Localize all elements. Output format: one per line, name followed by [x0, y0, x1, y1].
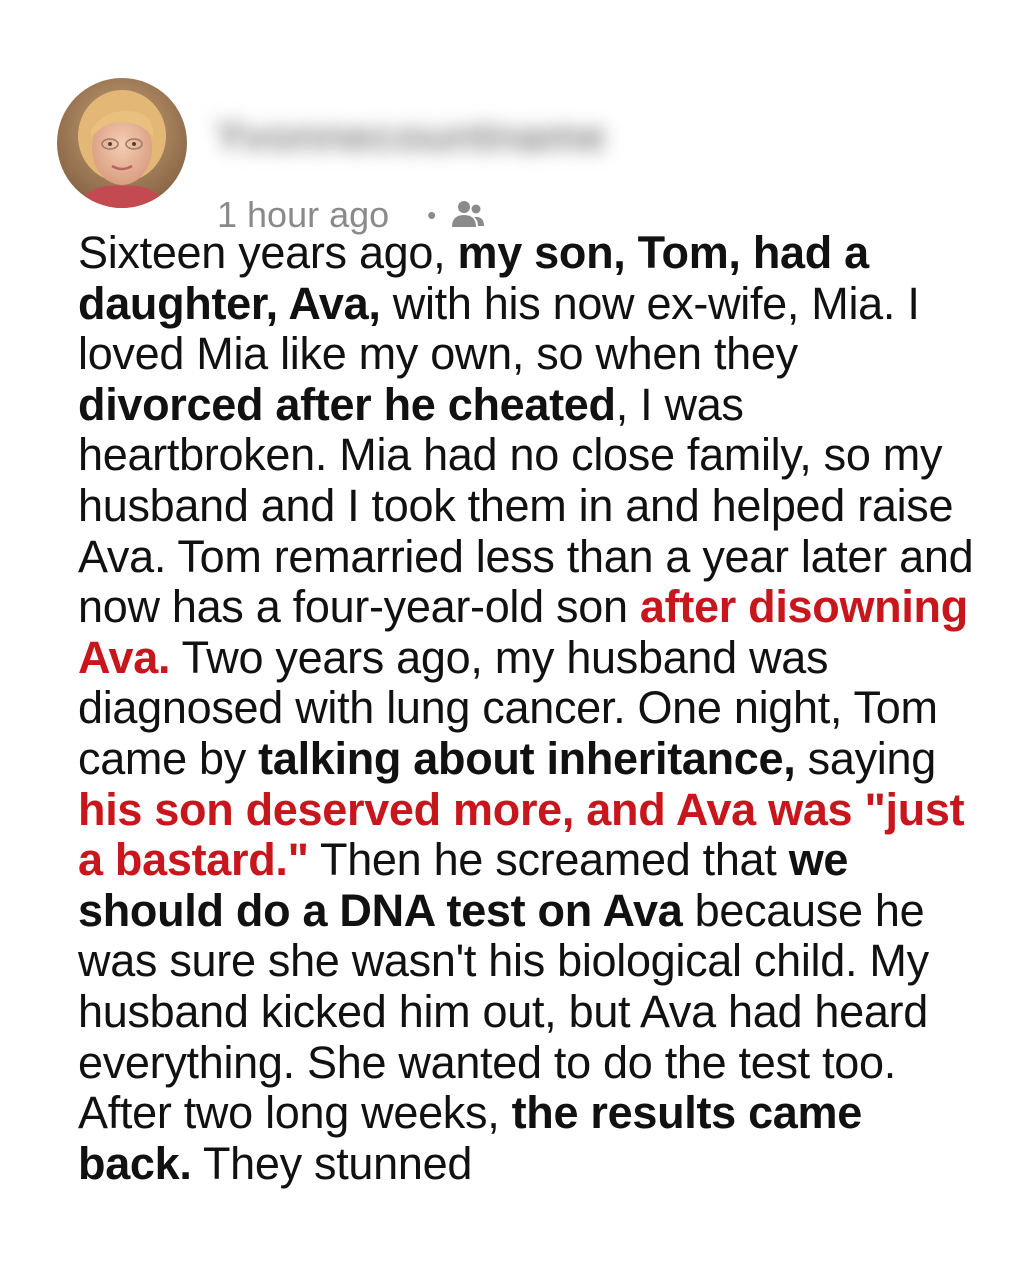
- story-text: They stunned: [191, 1137, 473, 1189]
- post-body: [78, 228, 978, 1189]
- story-text: with his now ex-wife, Mia. I loved Mia like my own, so when they: [78, 277, 920, 380]
- story-bold: the results came back.: [78, 1087, 862, 1189]
- story-text: , I was heartbroken. Mia had no close family, so my husband and I took them in and helped raise Ava. Tom remarried less than a year later and now has a four-year-old son: [78, 378, 974, 633]
- story-text: Two years ago, my husband was diagnosed with lung cancer. One night, Tom came by: [78, 631, 938, 784]
- story-bold: divorced after he cheated: [78, 378, 616, 430]
- timestamp[interactable]: 1 hour ago: [217, 194, 390, 235]
- story-highlight: after disowning Ava.: [78, 581, 968, 683]
- profile-photo: [57, 78, 187, 208]
- story-bold: talking about inheritance,: [258, 732, 796, 784]
- story-text: Sixteen years ago,: [78, 227, 458, 278]
- story-text: Then he screamed that: [308, 834, 789, 886]
- separator: •: [427, 199, 437, 230]
- story-bold: we should do a DNA test on Ava: [78, 834, 849, 936]
- story-text: saying: [795, 732, 936, 784]
- avatar[interactable]: [57, 78, 187, 208]
- story-bold: my son, Tom, had a daughter, Ava,: [78, 227, 869, 329]
- author-name[interactable]: Yvonnecountname: [215, 112, 607, 161]
- story-text: because he was sure she wasn't his biological child. My husband kicked him out, but Ava had heard everything. She wanted to do the test too. After two long weeks,: [78, 884, 929, 1139]
- story-highlight: his son deserved more, and Ava was "just a bastard.": [78, 783, 965, 886]
